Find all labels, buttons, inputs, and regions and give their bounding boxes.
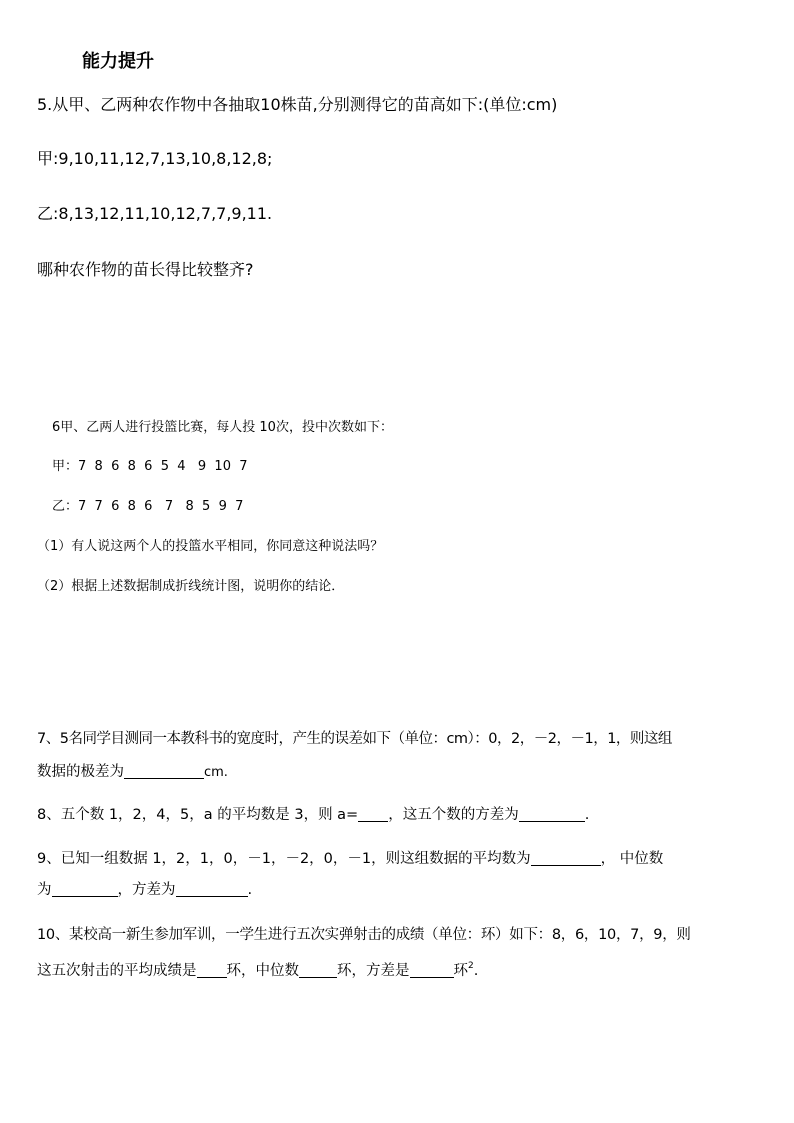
q10-mean-blank[interactable]	[197, 963, 227, 979]
q5-yi-data: 乙:8,13,12,11,10,12,7,7,9,11.	[37, 204, 273, 223]
q6-yi-values: 7 7 6 8 6 7 8 5 9 7	[78, 499, 244, 514]
q7-range-blank[interactable]	[124, 764, 204, 780]
q9-mean-blank[interactable]	[531, 851, 601, 867]
q7-line2	[37, 760, 228, 781]
q8-a-blank[interactable]	[358, 807, 388, 823]
q10-unit-superscript: 2	[468, 961, 474, 971]
q10-variance-blank[interactable]	[410, 963, 454, 979]
q6-yi-label: 乙：	[52, 499, 79, 514]
q6-jia-row	[52, 455, 248, 474]
q9-median-label: ， 中位数	[600, 851, 664, 867]
q9-variance-blank[interactable]	[176, 882, 248, 898]
q10-median-blank[interactable]	[299, 963, 337, 979]
q10-end: .	[473, 963, 479, 979]
q6-part1: （1）有人说这两个人的投篮水平相同，你同意这种说法吗？	[37, 539, 384, 554]
q8-line	[37, 803, 589, 824]
q10-line1: 10、某校高一新生参加军训，一学生进行五次实弹射击的成绩（单位：环）如下：8，6，10，7，9，则	[37, 927, 691, 943]
q5-jia-data: 甲:9,10,11,12,7,13,10,8,12,8;	[37, 149, 273, 168]
q9-label: 9、已知一组数据 1，2，1，0，－1，－2，0，－1，则这组数据的平均数为	[37, 851, 531, 867]
q9-end: .	[247, 882, 253, 898]
q6-yi-row	[52, 495, 243, 514]
section-heading: 能力提升	[82, 51, 154, 72]
q9-median-blank[interactable]	[52, 882, 118, 898]
q10-variance-label: 环，方差是	[337, 963, 410, 979]
q10-label: 这五次射击的平均成绩是	[37, 963, 197, 979]
q8-end: .	[584, 807, 590, 823]
q6-part2: （2）根据上述数据制成折线统计图，说明你的结论．	[37, 579, 345, 594]
q8-mid: ，这五个数的方差为	[388, 807, 519, 823]
q6-jia-values: 7 8 6 8 6 5 4 9 10 7	[78, 459, 248, 474]
q6-stem: 6甲、乙两人进行投篮比赛，每人投 10次，投中次数如下：	[52, 420, 393, 435]
q10-unit: 环	[453, 963, 468, 979]
q8-variance-blank[interactable]	[519, 807, 585, 823]
q8-label: 8、五个数 1，2，4，5，a 的平均数是 3，则 a=	[37, 807, 359, 823]
q9-variance-label: ，方差为	[117, 882, 176, 898]
q6-jia-label: 甲：	[52, 459, 79, 474]
q5-stem: 5.从甲、乙两种农作物中各抽取10株苗,分别测得它的苗高如下:(单位:cm)	[37, 95, 558, 114]
q10-median-label: 环，中位数	[226, 963, 299, 979]
q7-label: 数据的极差为	[37, 764, 124, 780]
q9-line2	[37, 878, 252, 899]
q9-line2-label: 为	[37, 882, 52, 898]
q7-unit: cm.	[204, 765, 228, 780]
q10-line2	[37, 959, 478, 980]
q9-line1	[37, 847, 663, 868]
q7-line1: 7、5名同学目测同一本教科书的宽度时，产生的误差如下（单位：cm）：0，2，－2，－1，1，则这组	[37, 731, 672, 747]
q5-question: 哪种农作物的苗长得比较整齐?	[37, 260, 254, 279]
